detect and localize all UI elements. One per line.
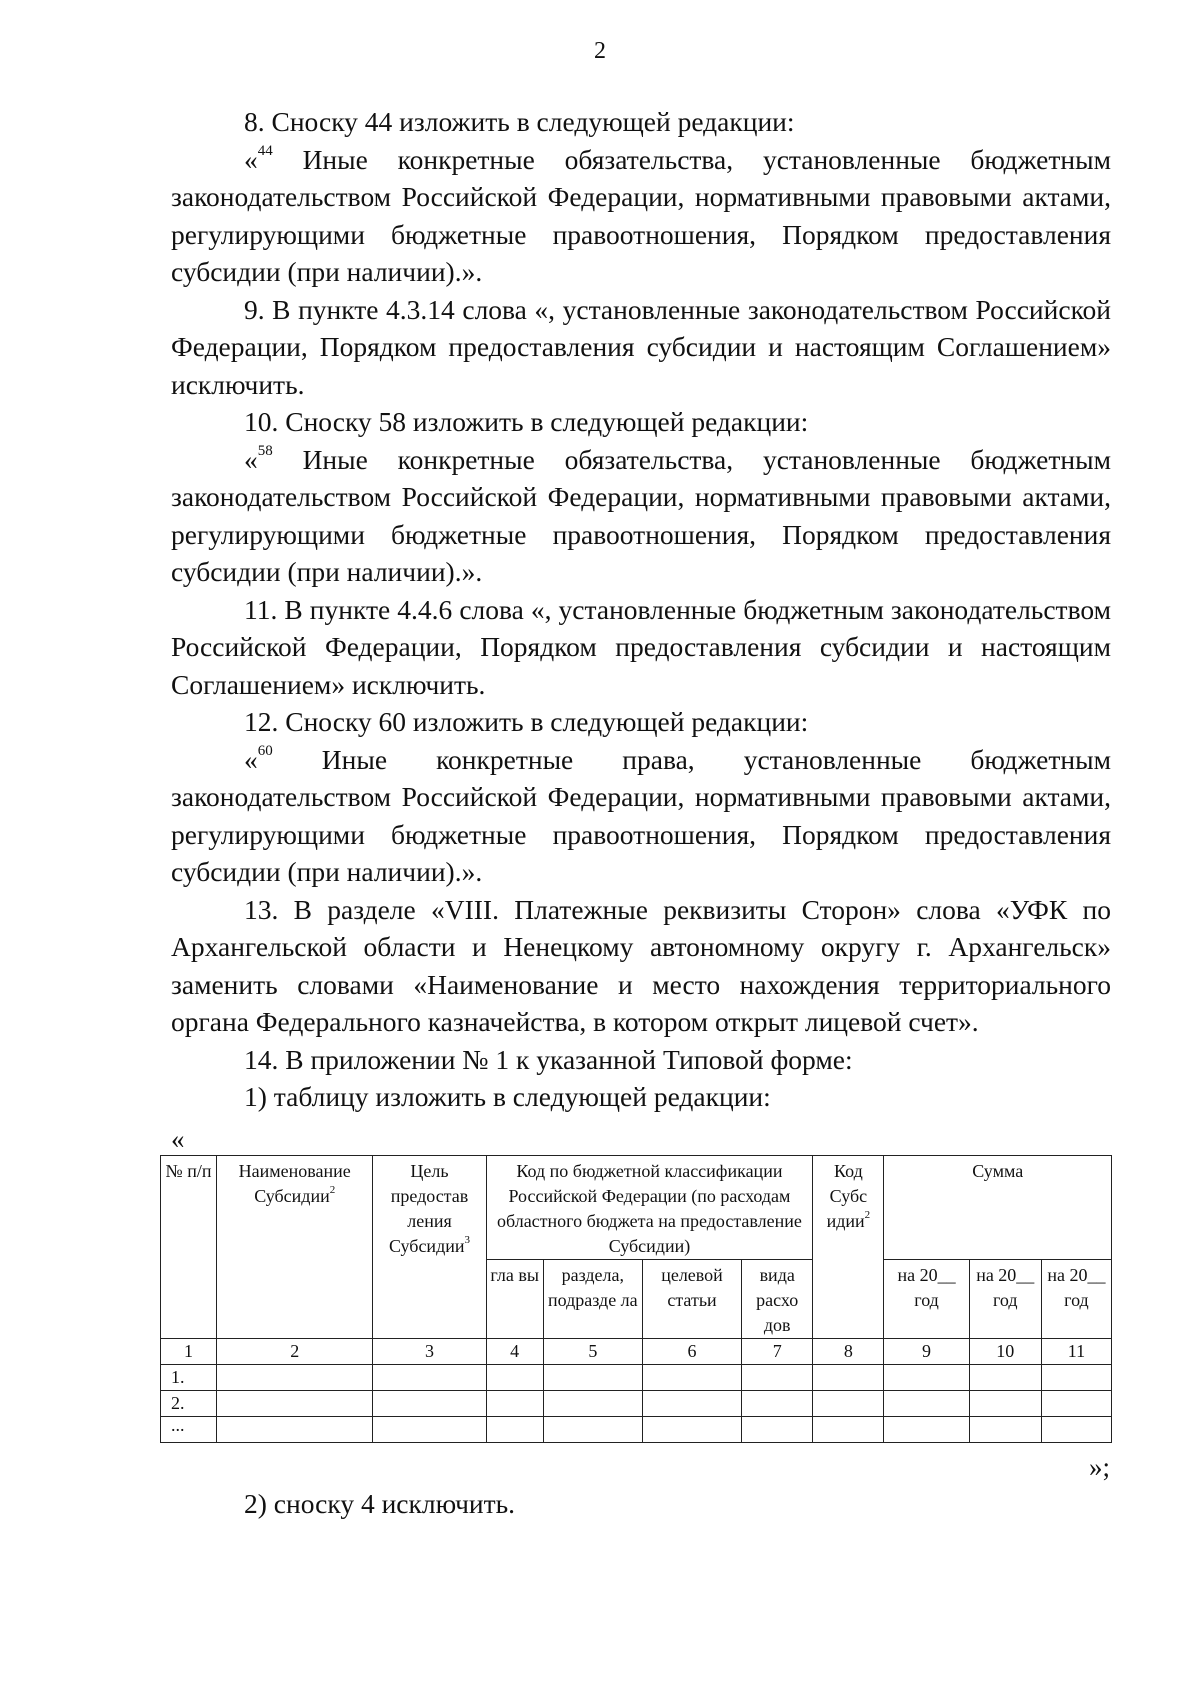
table-row (161, 1391, 1112, 1417)
row-number: ... (161, 1417, 217, 1443)
paragraph-10: 10. Сноску 58 изложить в следующей редакции: (244, 406, 809, 437)
paragraph-14-1: 1) таблицу изложить в следующей редакции: (244, 1081, 771, 1112)
column-numbers-row (161, 1339, 1112, 1365)
table-cell (642, 1391, 741, 1417)
subheader-razdel: раздела, подразде ла (543, 1260, 642, 1339)
table-cell (884, 1365, 969, 1391)
table-cell (486, 1365, 543, 1391)
column-number: 8 (813, 1339, 884, 1365)
row-number: 1. (161, 1365, 217, 1391)
header-subsidy-name: Наименование Субсидии$^2$ (217, 1156, 373, 1339)
paragraph-11: 11. В пункте 4.4.6 слова «, установленные бюджетным законодательством Российской Федерации, Порядком предоставления субсидии и настоящим Соглашением» исключить. (171, 593, 1111, 700)
paragraph-9: 9. В пункте 4.3.14 слова «, установленные законодательством Российской Федерации, Порядком предоставления субсидии и настоящим Соглашением» исключить. (171, 293, 1111, 400)
table-cell (642, 1365, 741, 1391)
subheader-year-1: на 20__ год (884, 1260, 969, 1339)
table-cell (373, 1417, 486, 1443)
subheader-year-2: на 20__ год (969, 1260, 1041, 1339)
column-number: 7 (742, 1339, 813, 1365)
paragraph-12: 12. Сноску 60 изложить в следующей редакции: (244, 706, 809, 737)
table-cell (543, 1391, 642, 1417)
closing-quote: »; (1088, 1452, 1110, 1482)
table-cell (742, 1417, 813, 1443)
table-cell (217, 1417, 373, 1443)
table-cell (217, 1365, 373, 1391)
table-cell (742, 1365, 813, 1391)
table-row (161, 1417, 1112, 1443)
table-cell (969, 1417, 1041, 1443)
document-body (171, 103, 1111, 1116)
table-cell (543, 1365, 642, 1391)
table-cell (884, 1417, 969, 1443)
column-number: 3 (373, 1339, 486, 1365)
table-cell (969, 1365, 1041, 1391)
header-goal: Цель предостав ления Субсидии$^3$ (373, 1156, 486, 1339)
table-cell (486, 1391, 543, 1417)
paragraph-14: 14. В приложении № 1 к указанной Типовой форме: (244, 1043, 853, 1075)
header-subsidy-code: Код Субс идии$^2$ (813, 1156, 884, 1339)
subheader-vid: вида расхо дов (742, 1260, 813, 1339)
table-cell (1041, 1417, 1111, 1443)
table-cell (373, 1365, 486, 1391)
paragraph-footnote-44: «$^{44}$ Иные конкретные обязательства, установленные бюджетным законодательством Российской Федерации, нормативными правовыми актами, регулирующими бюджетные правоотношения, Порядком предоставления субсидии (при наличии).». (171, 143, 1111, 287)
paragraph-footnote-58: «$^{58}$ Иные конкретные обязательства, установленные бюджетным законодательством Российской Федерации, нормативными правовыми актами, регулирующими бюджетные правоотношения, Порядком предоставления субсидии (при наличии).». (171, 443, 1111, 587)
paragraph-footnote-60: «$^{60}$ Иные конкретные права, установленные бюджетным законодательством Российской Федерации, нормативными правовыми актами, регулирующими бюджетные правоотношения, Порядком предоставления субсидии (при наличии).». (171, 743, 1111, 887)
column-number: 11 (1041, 1339, 1111, 1365)
row-number: 2. (161, 1391, 217, 1417)
paragraph-13: 13. В разделе «VIII. Платежные реквизиты Сторон» слова «УФК по Архангельской области и Ненецкому автономному округу г. Архангельск» заменить словами «Наименование и место нахождения территориального органа Федерального казначейства, в котором открыт лицевой счет». (171, 893, 1111, 1037)
column-number: 10 (969, 1339, 1041, 1365)
subheader-glavy: гла вы (486, 1260, 543, 1339)
table-cell (642, 1417, 741, 1443)
table-cell (969, 1391, 1041, 1417)
page-number: 2 (594, 38, 606, 64)
table-cell (543, 1417, 642, 1443)
column-number: 1 (161, 1339, 217, 1365)
table-cell (813, 1391, 884, 1417)
table-cell (486, 1417, 543, 1443)
subheader-stat: целевой статьи (642, 1260, 741, 1339)
table-row (161, 1365, 1112, 1391)
table-cell (884, 1391, 969, 1417)
column-number: 4 (486, 1339, 543, 1365)
header-sum: Сумма (884, 1156, 1112, 1260)
header-no: № п/п (161, 1156, 217, 1339)
paragraph-14-2: 2) сноску 4 исключить. (244, 1488, 516, 1519)
table-cell (373, 1391, 486, 1417)
column-number: 2 (217, 1339, 373, 1365)
subheader-year-3: на 20__ год (1041, 1260, 1111, 1339)
opening-quote: « (171, 1124, 185, 1154)
table-cell (1041, 1391, 1111, 1417)
column-number: 6 (642, 1339, 741, 1365)
paragraph-8: 8. Сноску 44 изложить в следующей редакции: (244, 106, 795, 137)
subsidy-table (160, 1155, 1112, 1443)
column-number: 9 (884, 1339, 969, 1365)
table-cell (1041, 1365, 1111, 1391)
table-cell (217, 1391, 373, 1417)
table-cell (813, 1417, 884, 1443)
header-budget-classification: Код по бюджетной классификации Российской Федерации (по расходам областного бюджета на предоставление Субсидии) (486, 1156, 813, 1260)
table-cell (742, 1391, 813, 1417)
column-number: 5 (543, 1339, 642, 1365)
table-cell (813, 1365, 884, 1391)
